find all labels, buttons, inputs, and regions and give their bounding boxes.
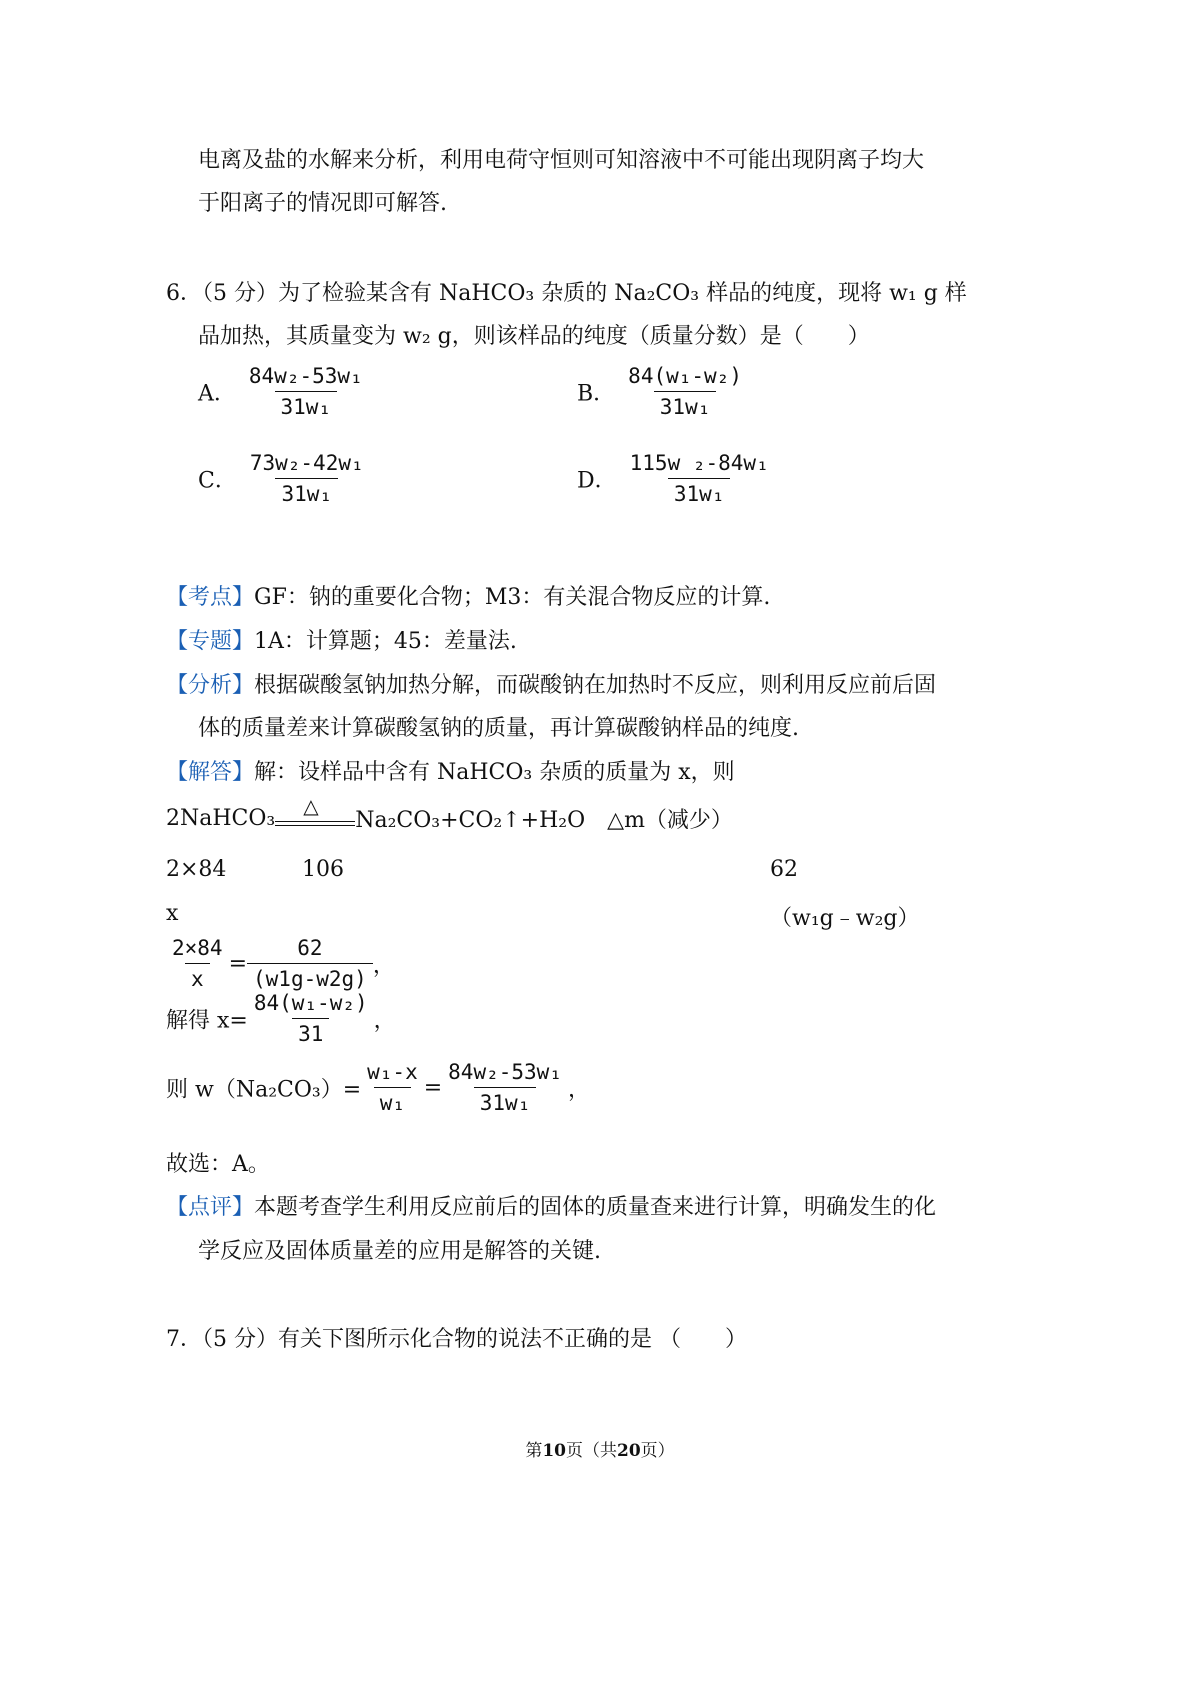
intro-line-2: 于阳离子的情况即可解答.	[198, 191, 447, 216]
option-a-label: A．	[198, 381, 236, 407]
question-7-line-1: 7．（5 分）有关下图所示化合物的说法不正确的是 （ ）	[166, 1327, 747, 1352]
solve-x-prefix: 解得 x=	[166, 1008, 248, 1034]
option-c	[198, 453, 370, 505]
footer-prefix: 第	[525, 1441, 543, 1461]
option-c-denominator: 31w₁	[275, 478, 338, 505]
solve-x-equation	[166, 993, 396, 1045]
jieda-line	[166, 755, 735, 786]
question-6-line-1: 6．（5 分）为了检验某含有 NaHCO₃ 杂质的 Na₂CO₃ 样品的纯度，现将 w₁ g 样	[166, 281, 967, 306]
proportion-numerator-1: 2×84	[172, 936, 223, 960]
option-b-numerator: 84(w₁-w₂)	[628, 364, 742, 388]
zhuanti-tag: 【专题】	[166, 629, 255, 654]
option-a-fraction	[243, 366, 369, 418]
proportion-denominator-2: (w1g-w2g)	[247, 963, 373, 990]
ratio-row-2-c: （w₁g﹣w₂g）	[770, 906, 920, 931]
kaodian-text: GF：钠的重要化合物；M3：有关混合物反应的计算.	[254, 585, 771, 610]
purity-numerator-2: 84w₂-53w₁	[448, 1060, 562, 1084]
reaction-right: Na₂CO₃+CO₂↑+H₂O △m（减少）	[355, 808, 733, 833]
footer-suffix: 页）	[640, 1441, 675, 1461]
kaodian-line	[166, 580, 770, 611]
option-c-fraction	[244, 453, 370, 505]
option-a	[198, 366, 369, 418]
purity-fraction-2	[442, 1062, 568, 1114]
intro-line-1: 电离及盐的水解来分析，利用电荷守恒则可知溶液中不可能出现阴离子均大	[198, 148, 925, 173]
ratio-row-2-a: x	[166, 901, 179, 926]
footer-total-pages: 20	[617, 1441, 641, 1461]
dianping-tag: 【点评】	[166, 1195, 255, 1220]
proportion-denominator-1: x	[185, 963, 210, 990]
solve-x-fraction	[248, 993, 374, 1045]
option-b-denominator: 31w₁	[654, 391, 717, 418]
option-d-fraction	[624, 453, 775, 505]
option-d	[577, 453, 775, 505]
reaction-arrow	[275, 793, 355, 830]
proportion-numerator-2: 62	[297, 936, 323, 960]
reaction-left: 2NaHCO₃	[166, 806, 276, 831]
purity-end: ，	[567, 1077, 590, 1103]
jieda-text: 解：设样品中含有 NaHCO₃ 杂质的质量为 x，则	[254, 760, 735, 785]
fenxi-line-1	[166, 668, 936, 699]
ratio-row-1-a: 2×84	[166, 857, 227, 882]
proportion-end: ，	[372, 953, 395, 979]
dianping-line-2: 学反应及固体质量差的应用是解答的关键.	[198, 1239, 601, 1264]
zhuanti-text: 1A：计算题；45：差量法.	[254, 629, 517, 654]
option-a-denominator: 31w₁	[275, 391, 338, 418]
dianping-line-1	[166, 1190, 936, 1221]
option-d-numerator: 115w ₂-84w₁	[629, 451, 769, 475]
footer-page-number: 10	[542, 1441, 566, 1461]
footer-middle: 页（共	[566, 1441, 617, 1461]
solve-x-end: ，	[373, 1008, 396, 1034]
solve-x-numerator: 84(w₁-w₂)	[253, 991, 368, 1015]
proportion-fraction-1	[166, 938, 229, 990]
option-d-denominator: 31w₁	[668, 478, 731, 505]
option-c-label: C．	[198, 468, 237, 494]
purity-fraction-1	[361, 1062, 424, 1114]
solve-x-denominator: 31	[292, 1018, 329, 1045]
kaodian-tag: 【考点】	[166, 585, 255, 610]
fenxi-line-2: 体的质量差来计算碳酸氢钠的质量，再计算碳酸钠样品的纯度.	[198, 716, 799, 741]
proportion-fraction-2	[247, 938, 373, 990]
option-b	[577, 366, 748, 418]
purity-equation	[166, 1062, 590, 1114]
fenxi-tag: 【分析】	[166, 673, 255, 698]
fenxi-text-1: 根据碳酸氢钠加热分解，而碳酸钠在加热时不反应，则利用反应前后固	[254, 673, 937, 698]
proportion-equals: =	[228, 951, 248, 977]
question-6-line-2: 品加热，其质量变为 w₂ g，则该样品的纯度（质量分数）是（ ）	[198, 324, 870, 349]
ratio-row-1-b: 106	[302, 857, 344, 882]
purity-denominator-2: 31w₁	[474, 1087, 537, 1114]
reaction-equation	[166, 793, 733, 834]
option-c-numerator: 73w₂-42w₁	[249, 451, 364, 475]
option-b-fraction	[622, 366, 748, 418]
proportion-equation	[166, 938, 395, 990]
ratio-row-1-c: 62	[770, 857, 798, 882]
option-d-label: D．	[577, 468, 617, 494]
option-b-label: B．	[577, 381, 616, 407]
purity-denominator-1: w₁	[374, 1087, 411, 1114]
purity-prefix: 则 w（Na₂CO₃）=	[166, 1077, 362, 1103]
option-a-numerator: 84w₂-53w₁	[248, 364, 363, 388]
purity-numerator-1: w₁-x	[367, 1060, 418, 1084]
heat-condition-icon: △	[303, 793, 319, 818]
dianping-text-1: 本题考查学生利用反应前后的固体的质量查来进行计算，明确发生的化	[254, 1195, 937, 1220]
purity-equals: =	[423, 1075, 443, 1101]
jieda-tag: 【解答】	[166, 760, 255, 785]
page-footer	[0, 1436, 1200, 1461]
answer-choice: 故选：A。	[166, 1152, 270, 1177]
zhuanti-line	[166, 624, 517, 655]
